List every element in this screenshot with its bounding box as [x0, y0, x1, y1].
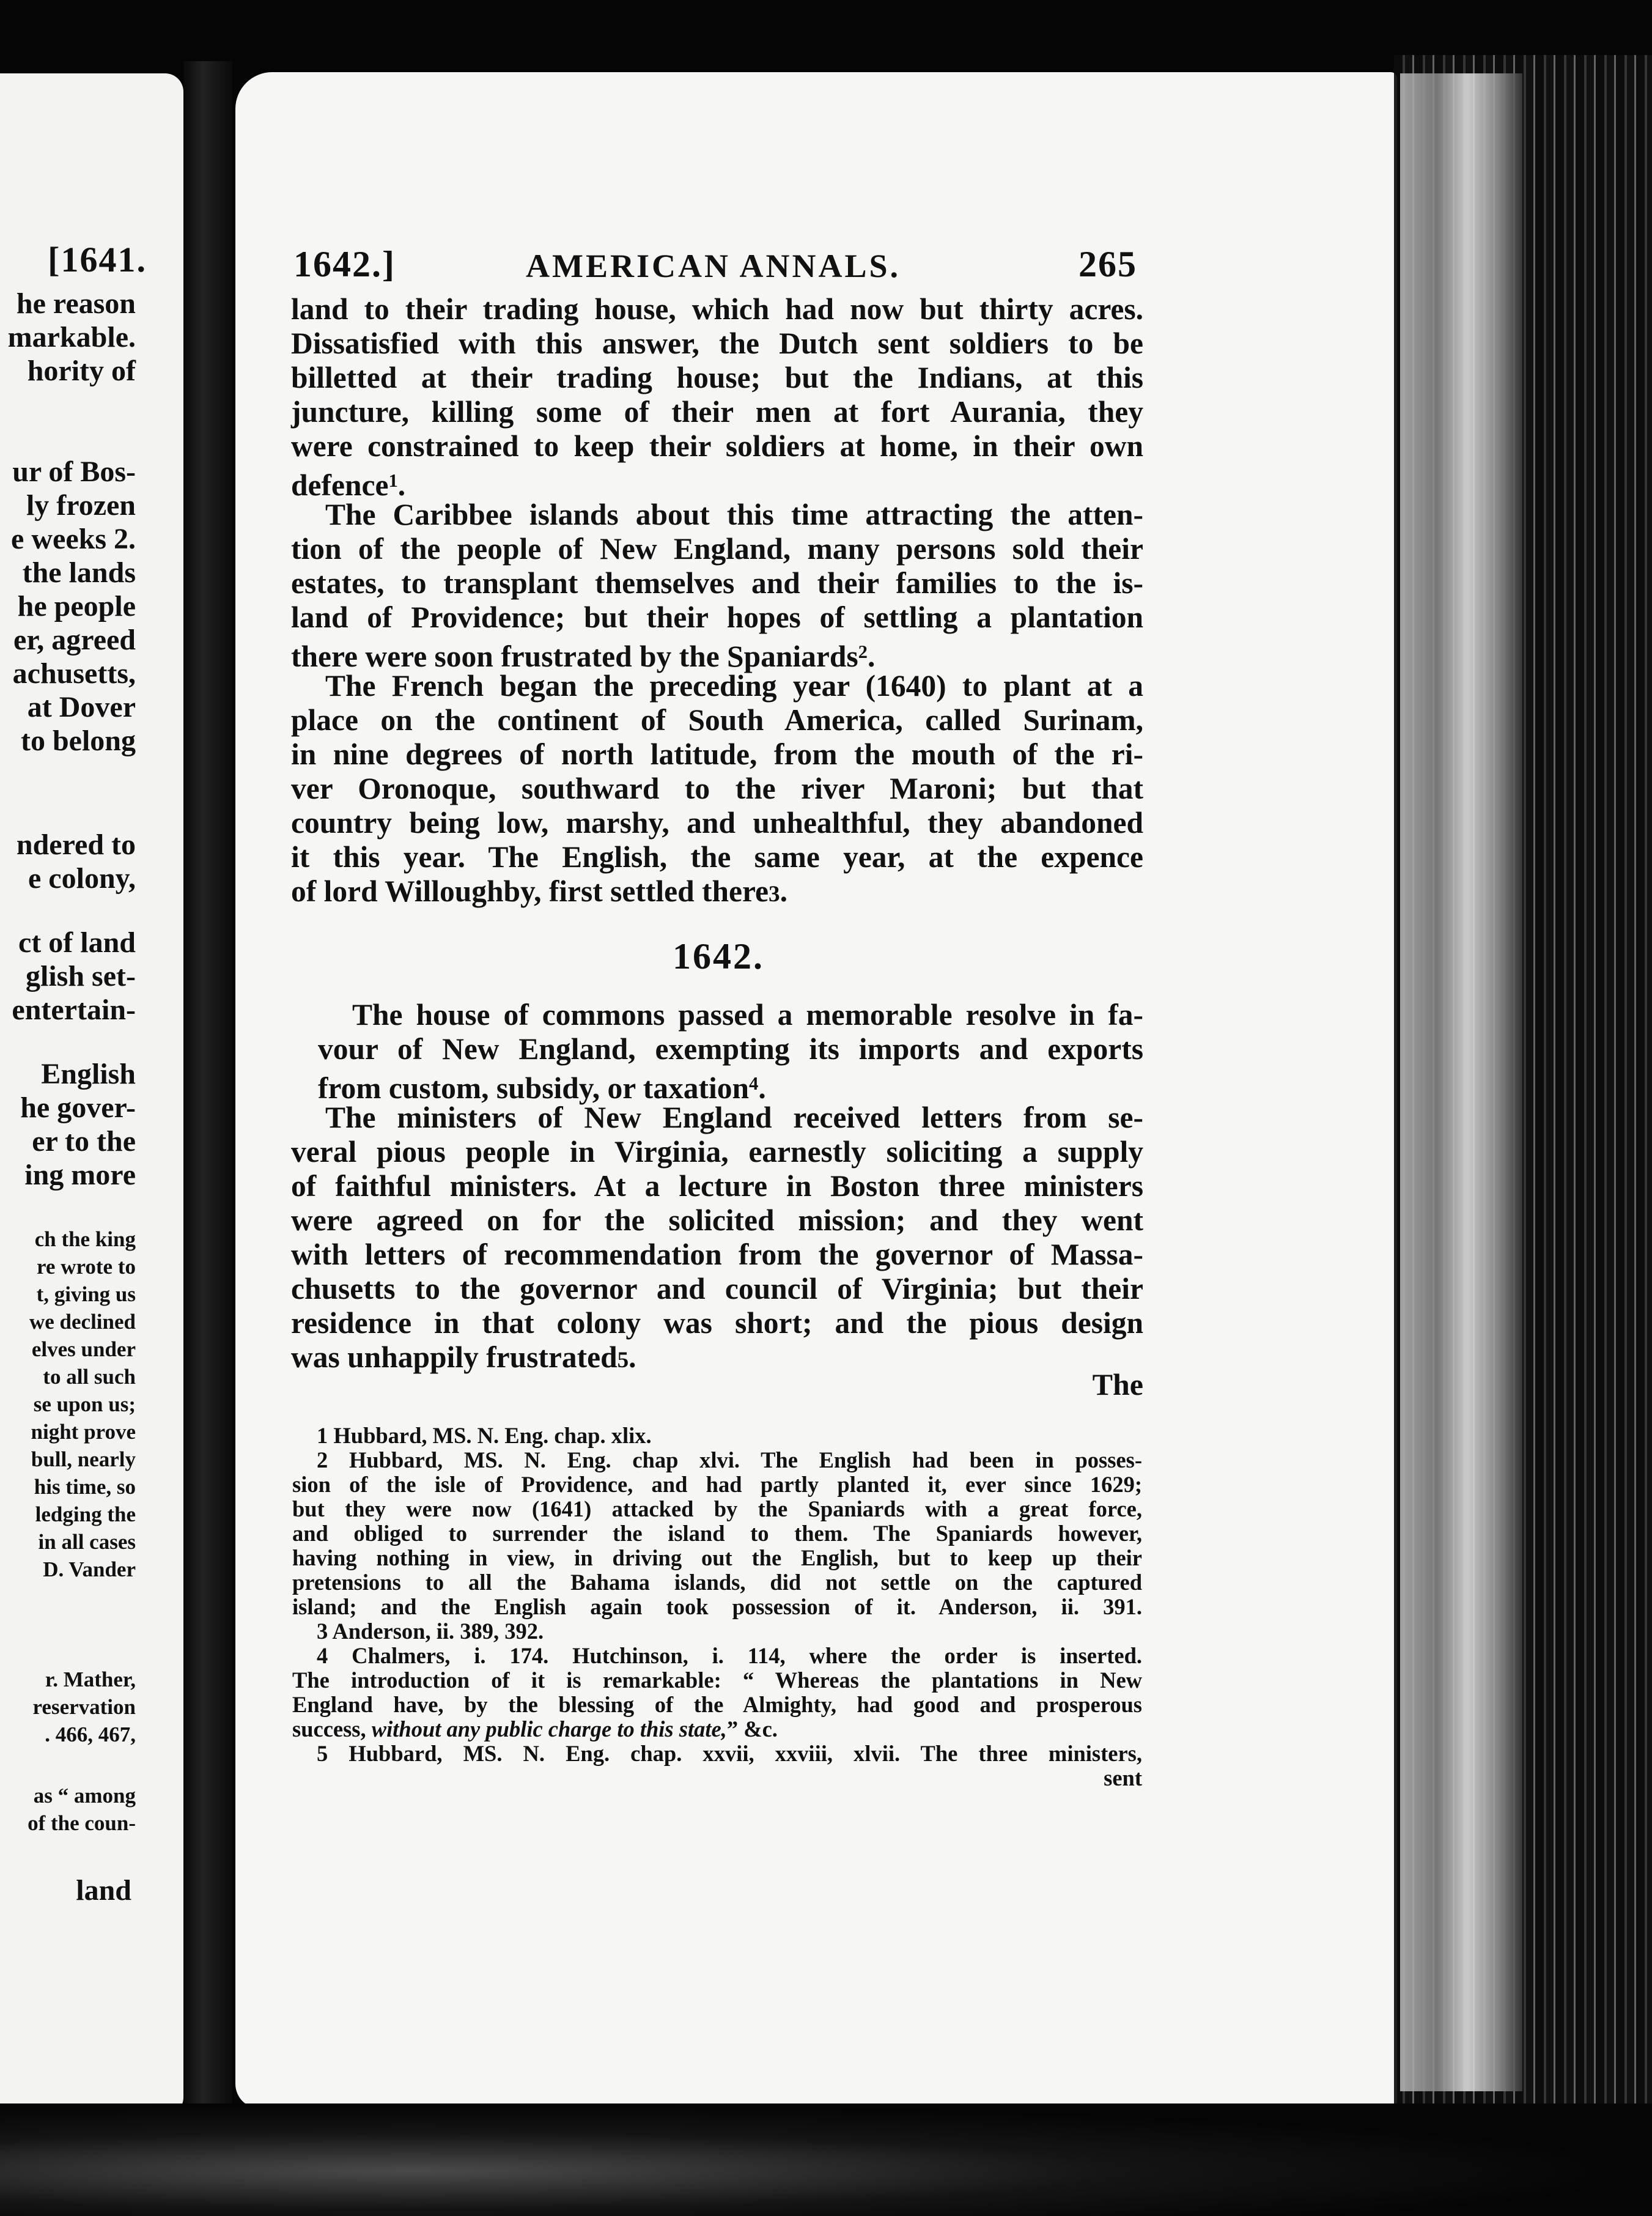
footnote-line: 3 Anderson, ii. 389, 392.: [317, 1619, 544, 1644]
footnote-line: 5 Hubbard, MS. N. Eng. chap. xxvii, xxviii, xlvii. The three ministers,: [317, 1741, 1142, 1766]
text-line: The ministers of New England received letters from se-: [325, 1101, 1143, 1134]
footnote-line: 2 Hubbard, MS. N. Eng. chap xlvi. The English had been in posses-: [317, 1447, 1142, 1472]
text-line: from custom, subsidy, or taxation$^4$.: [318, 1071, 766, 1105]
facing-line: er to the: [32, 1125, 136, 1158]
facing-line: glish set-: [26, 960, 136, 992]
note-reference: 3: [769, 882, 780, 907]
facing-page-fragment: [0, 73, 183, 2116]
facing-footnote-line: we declined: [29, 1310, 136, 1334]
facing-line: he reason: [16, 287, 136, 320]
text-line: tion of the people of New England, many persons sold their: [291, 532, 1143, 566]
footnote-line: having nothing in view, in driving out the English, but to keep up their: [292, 1545, 1142, 1570]
text-line: were constrained to keep their soldiers at home, in their own: [291, 429, 1143, 463]
running-head-year: 1642.]: [293, 244, 396, 284]
text-line: juncture, killing some of their men at fort Aurania, they: [291, 395, 1143, 429]
text-line: of lord Willoughby, first settled there3.: [291, 874, 787, 908]
text-fragment: success,: [292, 1716, 366, 1741]
page-edges-highlight: [1400, 73, 1522, 2091]
text-line: estates, to transplant themselves and their families to the is-: [291, 566, 1143, 600]
running-head-title: AMERICAN ANNALS.: [526, 248, 901, 284]
facing-catchword: land: [76, 1874, 131, 1907]
footnote-line: England have, by the blessing of the Almighty, had good and prosperous: [292, 1692, 1142, 1717]
facing-footnote-line: night prove: [31, 1420, 136, 1444]
text-fragment: was unhappily frustrated: [291, 1340, 618, 1374]
text-line: land of Providence; but their hopes of settling a plantation: [291, 600, 1143, 634]
footnote-line: but they were now (1641) attacked by the Spaniards with a great force,: [292, 1496, 1142, 1521]
facing-footnote-line: r. Mather,: [45, 1668, 136, 1691]
footnote-line: island; and the English again took possession of it. Anderson, ii. 391.: [292, 1594, 1142, 1619]
footnote-catchword: sent: [1104, 1765, 1142, 1790]
text-line: was unhappily frustrated5.: [291, 1340, 636, 1374]
facing-footnote-line: t, giving us: [36, 1282, 136, 1306]
italic-quote: without any public charge to this state,: [371, 1716, 727, 1741]
text-line: place on the continent of South America, called Surinam,: [291, 703, 1143, 737]
facing-footnote-line: to all such: [43, 1365, 136, 1389]
text-line: there were soon frustrated by the Spaniards$^2$.: [291, 639, 876, 673]
text-line: The Caribbee islands about this time attracting the atten-: [325, 498, 1143, 531]
text-line: of faithful ministers. At a lecture in Boston three ministers: [291, 1169, 1143, 1203]
note-reference: 1: [388, 470, 398, 491]
text-line: land to their trading house, which had now but thirty acres.: [291, 292, 1143, 326]
footnote-line: The introduction of it is remarkable: “ Whereas the plantations in New: [292, 1668, 1142, 1693]
footnote-line: [292, 1717, 1142, 1741]
facing-line: achusetts,: [12, 657, 136, 690]
section-heading-year: 1642.: [673, 936, 764, 977]
text-line: defence$^1$.: [291, 468, 406, 502]
facing-footnote-line: as “ among: [33, 1784, 136, 1808]
facing-footnote-line: elves under: [31, 1337, 136, 1361]
facing-page-head: [1641.: [48, 240, 147, 279]
facing-line: he people: [17, 590, 136, 622]
scan-bottom-shadow: [0, 2103, 1652, 2216]
text-fragment: there were soon frustrated by the Spaniards: [291, 639, 858, 673]
facing-footnote-line: ledging the: [35, 1502, 136, 1526]
text-line: The French began the preceding year (1640) to plant at a: [325, 669, 1143, 703]
footnote-line: 4 Chalmers, i. 174. Hutchinson, i. 114, where the order is inserted.: [317, 1643, 1142, 1668]
text-line: country being low, marshy, and unhealthful, they abandoned: [291, 806, 1143, 840]
note-reference: 5: [617, 1348, 629, 1373]
text-fragment: defence: [291, 468, 389, 502]
text-line: residence in that colony was short; and the pious design: [291, 1306, 1143, 1340]
book-gutter: [183, 61, 232, 2152]
facing-line: entertain-: [12, 994, 136, 1026]
facing-line: hority of: [27, 355, 136, 387]
footnote-line: and obliged to surrender the island to them. The Spaniards however,: [292, 1521, 1142, 1546]
facing-line: ly frozen: [26, 489, 136, 522]
facing-line: the lands: [22, 556, 136, 589]
text-fragment: ” &c.: [726, 1716, 778, 1741]
text-line: were agreed on for the solicited mission; and they went: [291, 1203, 1143, 1237]
facing-footnote-line: D. Vander: [43, 1557, 136, 1581]
facing-footnote-line: his time, so: [34, 1475, 136, 1499]
facing-line: ct of land: [18, 926, 136, 959]
footnote-line: pretensions to all the Bahama islands, did not settle on the captured: [292, 1570, 1142, 1595]
facing-footnote-line: bull, nearly: [31, 1447, 136, 1471]
facing-footnote-line: re wrote to: [37, 1255, 136, 1279]
facing-footnote-line: ch the king: [34, 1227, 136, 1251]
facing-footnote-line: in all cases: [38, 1530, 136, 1554]
facing-line: ing more: [24, 1159, 136, 1191]
running-head: [293, 243, 1137, 292]
text-fragment: from custom, subsidy, or taxation: [318, 1071, 749, 1105]
facing-line: at Dover: [27, 691, 136, 723]
note-reference: 2: [858, 641, 868, 662]
facing-footnote-line: of the coun-: [28, 1811, 136, 1835]
text-line: veral pious people in Virginia, earnestly soliciting a supply: [291, 1135, 1143, 1169]
facing-line: to belong: [20, 725, 136, 757]
facing-line: English: [41, 1058, 136, 1090]
text-line: The house of commons passed a memorable resolve in fa-: [352, 998, 1143, 1032]
text-line: it this year. The English, the same year, at the expence: [291, 840, 1143, 874]
text-line: in nine degrees of north latitude, from the mouth of the ri-: [291, 737, 1143, 771]
text-fragment: of lord Willoughby, first settled there: [291, 874, 769, 908]
facing-line: markable.: [7, 321, 136, 353]
footnote-line: 1 Hubbard, MS. N. Eng. chap. xlix.: [317, 1423, 652, 1448]
page-number: 265: [1079, 244, 1137, 284]
text-line: billetted at their trading house; but the Indians, at this: [291, 361, 1143, 394]
note-reference: 4: [749, 1073, 759, 1094]
facing-line: e colony,: [28, 862, 136, 895]
catchword: The: [1092, 1367, 1143, 1402]
text-line: chusetts to the governor and council of Virginia; but their: [291, 1272, 1143, 1306]
facing-footnote-line: reservation: [32, 1695, 136, 1719]
facing-footnote-line: . 466, 467,: [45, 1723, 136, 1746]
text-line: with letters of recommendation from the governor of Massa-: [291, 1238, 1143, 1271]
facing-line: er, agreed: [13, 624, 136, 656]
facing-footnote-line: se upon us;: [33, 1392, 136, 1416]
facing-line: ndered to: [16, 829, 136, 861]
text-line: vour of New England, exempting its imports and exports: [318, 1032, 1143, 1066]
facing-line: ur of Bos-: [12, 456, 136, 488]
facing-line: e weeks 2.: [11, 523, 136, 555]
text-line: Dissatisfied with this answer, the Dutch sent soldiers to be: [291, 327, 1143, 360]
text-line: ver Oronoque, southward to the river Maroni; but that: [291, 772, 1143, 805]
facing-line: he gover-: [20, 1091, 136, 1124]
footnote-line: sion of the isle of Providence, and had partly planted it, ever since 1629;: [292, 1472, 1142, 1497]
